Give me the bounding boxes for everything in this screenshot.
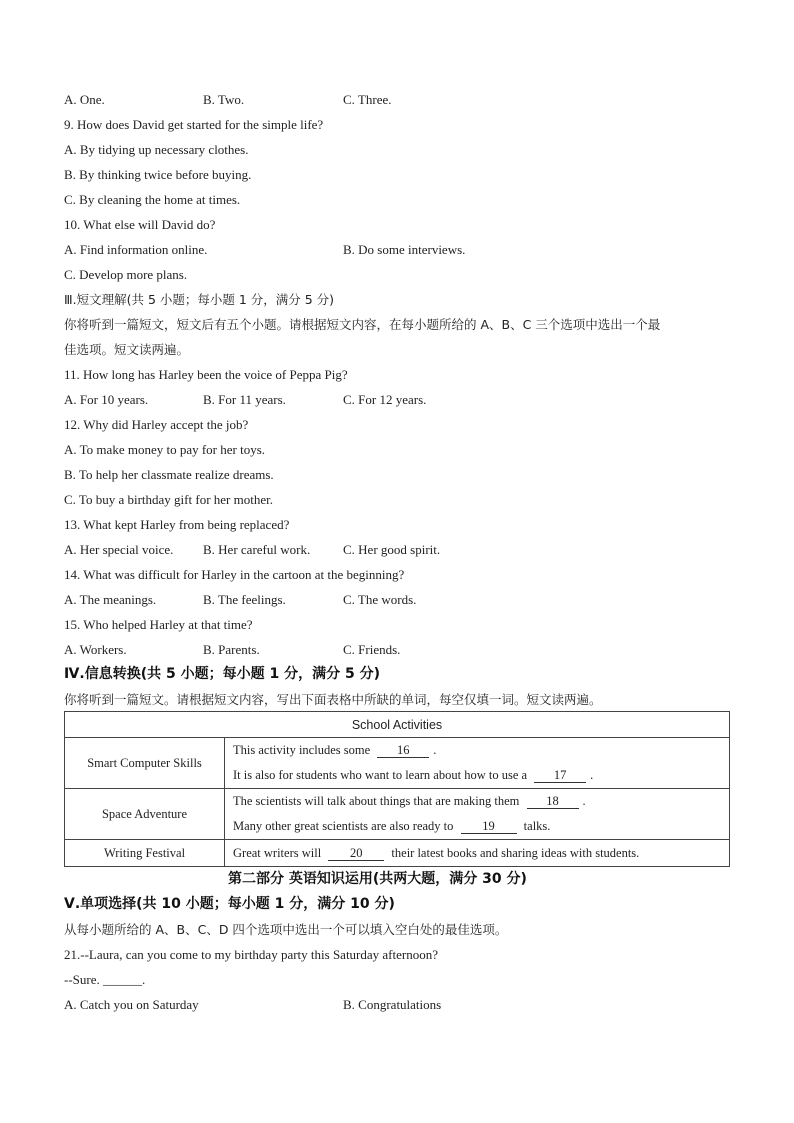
blank-16: 16 (377, 743, 429, 758)
q15-question: 15. Who helped Harley at that time? (64, 617, 253, 632)
table-row-line (233, 763, 729, 788)
text-segment: . (582, 794, 586, 808)
q13-option-c: C. Her good spirit. (343, 542, 441, 557)
text-segment: their latest books and sharing ideas with students. (391, 845, 640, 860)
section3-instruction-line2: 佳选项。短文读两遍。 (64, 342, 190, 357)
school-activities-table (64, 711, 730, 867)
q9-option-c: C. By cleaning the home at times. (64, 192, 241, 207)
q14-option-a: A. The meanings. (64, 592, 157, 607)
q9-option-b: B. By thinking twice before buying. (64, 167, 252, 182)
text-segment: Great writers will (233, 845, 322, 860)
q12-option-c: C. To buy a birthday gift for her mother. (64, 492, 273, 507)
section4-title: Ⅳ.信息转换(共 5 小题；每小题 1 分，满分 5 分) (64, 666, 380, 682)
text-segment: Many other great scientists are also ready to (233, 819, 454, 833)
table-row-line (233, 789, 729, 814)
q10-option-a: A. Find information online. (64, 242, 208, 257)
q21-line2: --Sure. ______. (64, 972, 146, 987)
q11-option-c: C. For 12 years. (343, 392, 427, 407)
text-segment: talks. (523, 819, 551, 833)
section5-title: Ⅴ.单项选择(共 10 小题；每小题 1 分，满分 10 分) (64, 896, 395, 912)
q9-option-a: A. By tidying up necessary clothes. (64, 142, 249, 157)
q13-option-a: A. Her special voice. (64, 542, 174, 557)
section3-instruction-line1: 你将听到一篇短文，短文后有五个小题。请根据短文内容，在每小题所给的 A、B、C 三个选项中选出一个最 (64, 317, 661, 332)
q8-option-a: A. One. (64, 92, 105, 107)
section3-title: Ⅲ.短文理解(共 5 小题；每小题 1 分，满分 5 分) (64, 292, 335, 307)
q10-option-b: B. Do some interviews. (343, 242, 466, 257)
row-label-space-adventure: Space Adventure (65, 789, 225, 840)
q21-line1: 21.--Laura, can you come to my birthday party this Saturday afternoon? (64, 947, 438, 962)
blank-17: 17 (534, 768, 586, 783)
q10-option-c: C. Develop more plans. (64, 267, 188, 282)
row-label-writing-festival: Writing Festival (65, 840, 225, 867)
table-row-line (233, 738, 729, 763)
q8-option-b: B. Two. (203, 92, 245, 107)
text-segment: . (433, 743, 437, 757)
blank-20: 20 (328, 846, 384, 861)
q15-option-b: B. Parents. (203, 642, 260, 657)
q14-question: 14. What was difficult for Harley in the cartoon at the beginning? (64, 567, 405, 582)
q13-option-b: B. Her careful work. (203, 542, 311, 557)
q12-question: 12. Why did Harley accept the job? (64, 417, 249, 432)
table-row-line (233, 814, 729, 839)
section5-instruction: 从每小题所给的 A、B、C、D 四个选项中选出一个可以填入空白处的最佳选项。 (64, 922, 508, 937)
q14-option-b: B. The feelings. (203, 592, 286, 607)
q13-question: 13. What kept Harley from being replaced? (64, 517, 290, 532)
q8-option-c: C. Three. (343, 92, 392, 107)
q11-option-b: B. For 11 years. (203, 392, 286, 407)
q21-option-b: B. Congratulations (343, 997, 442, 1012)
text-segment: It is also for students who want to learn about how to use a (233, 768, 528, 782)
table-title: School Activities (65, 712, 730, 738)
blank-19: 19 (461, 819, 517, 834)
q9-question: 9. How does David get started for the simple life? (64, 117, 324, 132)
q11-option-a: A. For 10 years. (64, 392, 149, 407)
text-segment: This activity includes some (233, 743, 371, 757)
text-segment: The scientists will talk about things that are making them (233, 794, 520, 808)
q12-option-b: B. To help her classmate realize dreams. (64, 467, 274, 482)
q15-option-a: A. Workers. (64, 642, 127, 657)
table-row-line (233, 841, 729, 866)
q10-question: 10. What else will David do? (64, 217, 216, 232)
section4-instruction: 你将听到一篇短文。请根据短文内容，写出下面表格中所缺的单词，每空仅填一词。短文读两遍。 (64, 692, 602, 707)
text-segment: . (590, 768, 594, 782)
q14-option-c: C. The words. (343, 592, 417, 607)
q12-option-a: A. To make money to pay for her toys. (64, 442, 266, 457)
q11-question: 11. How long has Harley been the voice of Peppa Pig? (64, 367, 348, 382)
blank-18: 18 (527, 794, 579, 809)
q15-option-c: C. Friends. (343, 642, 401, 657)
q21-option-a: A. Catch you on Saturday (64, 997, 199, 1012)
row-label-smart-computer-skills: Smart Computer Skills (65, 738, 225, 789)
part2-title: 第二部分 英语知识运用(共两大题，满分 30 分) (228, 871, 527, 887)
